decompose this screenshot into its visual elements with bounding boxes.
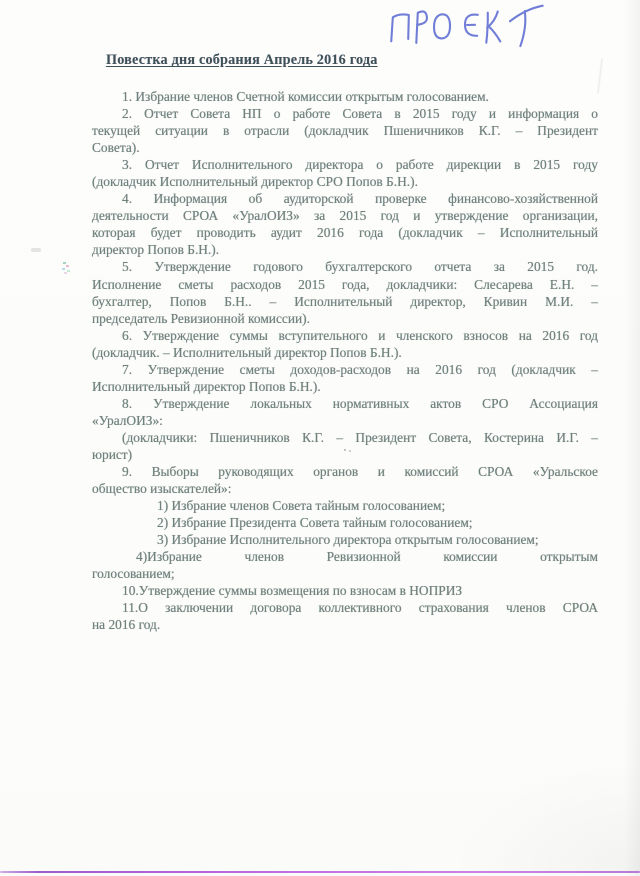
agenda-line-32: на 2016 год. [92, 617, 161, 633]
agenda-line-17: 7. Утверждение сметы доходов-расходов на 2016 год (докладчик – [122, 361, 598, 377]
document-title: Повестка дня собрания Апрель 2016 года [106, 52, 378, 68]
agenda-line-14: председатель Ревизионной комиссии). [92, 310, 310, 326]
agenda-line-27: 3) Избрание Исполнительного директора открытым голосованием; [157, 532, 539, 548]
agenda-line-15: 6. Утверждение суммы вступительного и членского взносов на 2016 год [122, 327, 598, 343]
agenda-line-8: деятельности СРОА «УралОИЗ» за 2015 год и утверждение организации, [92, 208, 598, 224]
agenda-line-1: 1. Избрание членов Счетной комиссии открытым голосованием. [122, 89, 489, 104]
scan-bottom-edge-line [0, 871, 640, 873]
agenda-line-31: 11.О заключении договора коллективного страхования членов СРОА [122, 600, 598, 616]
agenda-line-10: директор Попов Б.Н.). [92, 242, 220, 258]
scan-color-speckles [63, 262, 66, 264]
agenda-line-22: юрист) [92, 446, 133, 462]
agenda-line-20: «УралОИЗ»: [92, 412, 163, 428]
agenda-line-2: 2. Отчет Совета НП о работе Совета в 2015 году и информация о [122, 106, 598, 122]
agenda-line-30: 10.Утверждение суммы возмещения по взносам в НОПРИЗ [122, 583, 463, 599]
scan-corner-shading [450, 761, 640, 871]
agenda-line-11: 5. Утверждение годового бухгалтерского отчета за 2015 год. [122, 259, 598, 275]
agenda-line-9: которая будет проводить аудит 2016 года (докладчик – Исполнительный [92, 225, 598, 241]
agenda-line-16: (докладчик. – Исполнительный директор Попов Б.Н.). [92, 344, 402, 360]
agenda-line-25: 1) Избрание членов Совета тайным голосованием; [157, 498, 446, 514]
agenda-line-12: Исполнение сметы расходов 2015 года, докладчики: Слесарева Е.Н. – [92, 276, 598, 292]
agenda-line-13: бухгалтер, Попов Б.Н.. – Исполнительный директор, Кривин М.И. – [92, 293, 598, 309]
agenda-line-21: (докладчики: Пшеничников К.Г. – Президент Совета, Костерина И.Г. – [122, 429, 598, 445]
agenda-line-7: 4. Информация об аудиторской проверке финансово-хозяйственной [122, 191, 598, 207]
agenda-line-29: голосованием; [92, 566, 175, 582]
agenda-line-3: текущей ситуации в отрасли (докладчик Пшеничников К.Г. – Президент [92, 123, 598, 139]
agenda-line-6: (докладчик Исполнительный директор СРО Попов Б.Н.). [92, 174, 418, 190]
agenda-line-5: 3. Отчет Исполнительного директора о работе дирекции в 2015 году [122, 157, 598, 173]
scan-ink-dots [344, 449, 346, 451]
agenda-line-19: 8. Утверждение локальных нормативных актов СРО Ассоциация [122, 395, 598, 411]
agenda-line-23: 9. Выборы руководящих органов и комиссий СРОА «Уральское [122, 464, 598, 480]
scan-gray-smudge [31, 248, 41, 252]
agenda-line-18: Исполнительный директор Попов Б.Н.). [92, 378, 321, 394]
agenda-line-4: Совета). [92, 140, 140, 156]
agenda-body [92, 88, 598, 634]
agenda-line-26: 2) Избрание Президента Совета тайным голосованием; [157, 515, 473, 531]
agenda-line-24: общество изыскателей»: [92, 481, 232, 497]
agenda-line-28: 4)Избрание членов Ревизионной комиссии открытым [136, 549, 598, 565]
